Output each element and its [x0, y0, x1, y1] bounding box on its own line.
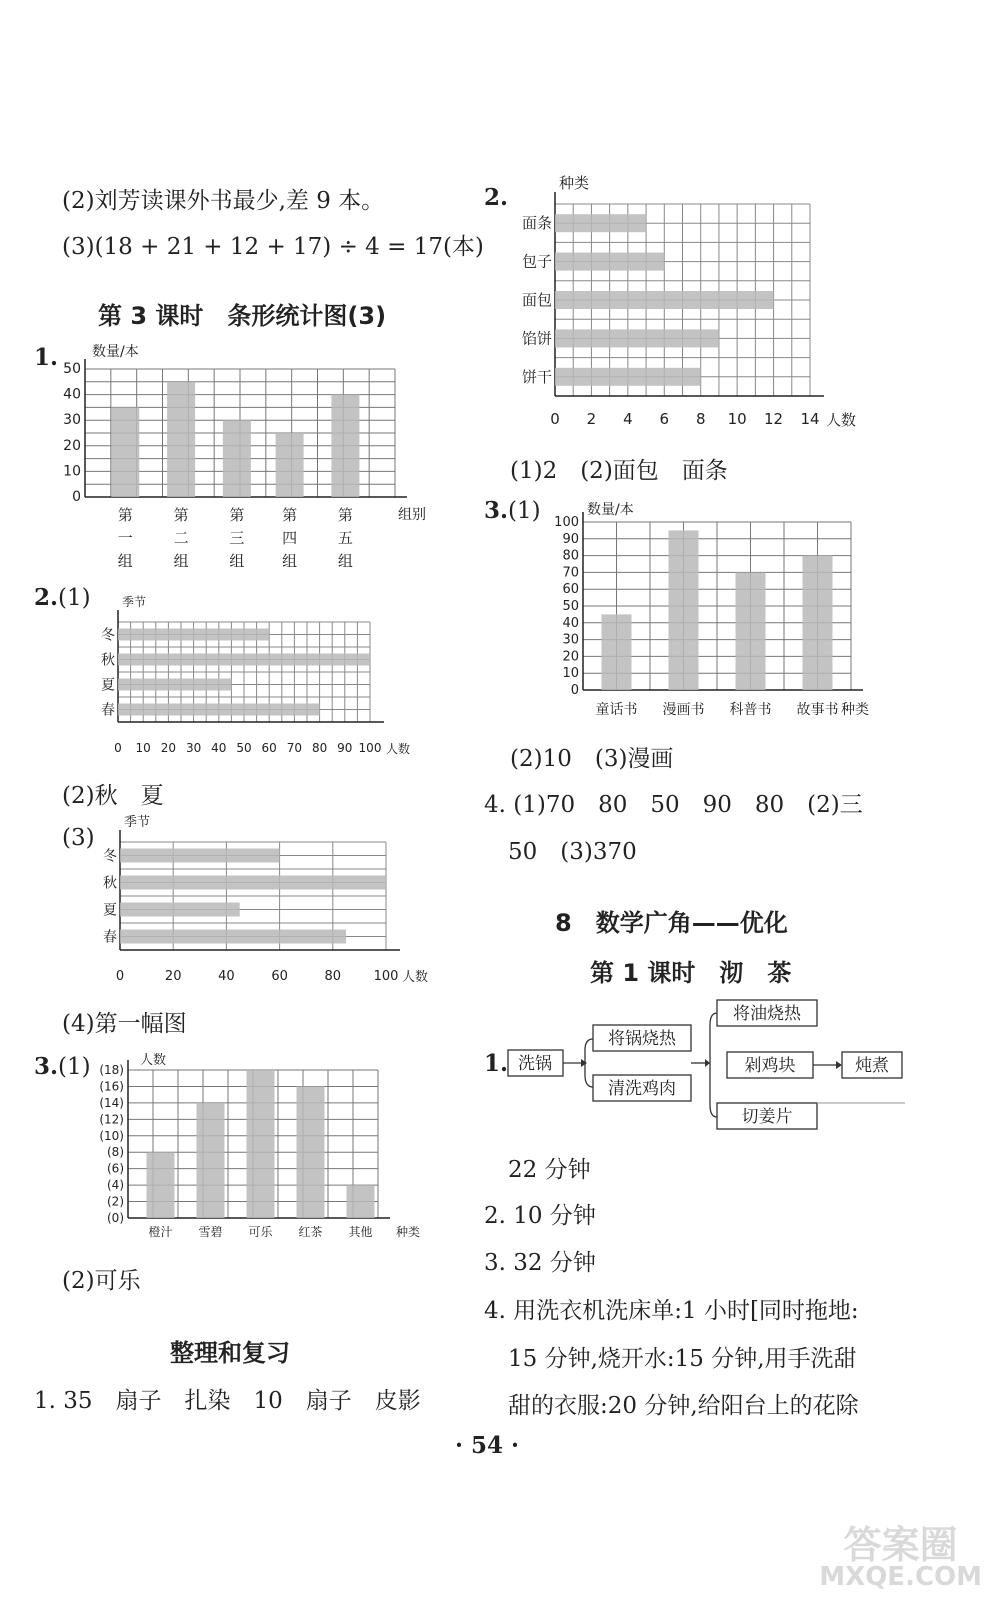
x-tick-char: 五: [337, 529, 353, 547]
y-tick-label: 50: [562, 599, 579, 614]
r-q2-answer: (1)2 (2)面包 面条: [510, 458, 728, 484]
category-label: 春: [101, 702, 115, 719]
x-tick-label: 60: [261, 741, 277, 755]
q2-number: 2.(1): [34, 584, 91, 611]
x-tick-label: 90: [337, 741, 353, 755]
x-tick-char: 二: [173, 529, 189, 547]
category-label: 夏: [103, 902, 117, 919]
bar-春: [120, 930, 346, 944]
x-tick-label: 6: [659, 410, 670, 428]
r-q4-line1: 4. (1)70 80 50 90 80 (2)三: [484, 792, 863, 818]
category-label: 冬: [103, 848, 117, 865]
flow-diagram: [505, 995, 925, 1135]
x-tick-label: 0: [114, 741, 122, 755]
x-axis-label: 人数: [826, 411, 857, 429]
x-tick-label: 其他: [348, 1225, 373, 1239]
q1-number: 1.: [34, 344, 59, 371]
y-tick-label: (6): [107, 1161, 124, 1176]
section-title: 第 3 课时 条形统计图(3): [98, 302, 387, 330]
bar-冬: [118, 629, 269, 641]
bar-馅饼: [555, 329, 719, 347]
x-tick-char: 第: [117, 506, 133, 524]
r-q3-number: 3.(1): [484, 497, 541, 524]
r-answer-2: 2. 10 分钟: [484, 1203, 596, 1229]
r-answer-4-line2: 15 分钟,烧开水:15 分钟,用手洗甜: [508, 1346, 857, 1372]
chart-food: [500, 174, 880, 433]
x-tick-label: 50: [236, 741, 252, 755]
y-axis-label: 种类: [559, 174, 590, 192]
bar-夏: [118, 679, 231, 691]
unit-title: 8 数学广角——优化: [555, 909, 788, 937]
x-tick-char: 组: [229, 552, 245, 570]
x-tick-char: 第: [337, 506, 353, 524]
q3-answer-2: (2)可乐: [62, 1268, 141, 1294]
category-label: 夏: [101, 677, 115, 694]
x-tick-label: 60: [271, 969, 288, 984]
x-tick-label: 80: [324, 969, 342, 984]
x-axis-label: 组别: [398, 507, 426, 523]
watermark-logo: 答案圈 MXQE.COM: [819, 1523, 982, 1592]
y-axis-label: 数量/本: [92, 344, 139, 360]
chart-drinks: [90, 1048, 450, 1248]
x-tick-label: 12: [764, 410, 784, 428]
flow-mid-1: 将锅烧热: [608, 1029, 676, 1049]
bar-面包: [555, 291, 774, 309]
x-tick-label: 40: [218, 969, 235, 984]
y-tick-label: 30: [63, 412, 81, 429]
x-tick-label: 14: [800, 410, 820, 428]
y-tick-label: 40: [63, 386, 81, 403]
x-tick-label: 红茶: [298, 1225, 323, 1239]
y-tick-label: (10): [99, 1128, 124, 1143]
category-label: 饼干: [521, 367, 552, 386]
bar-饼干: [555, 368, 701, 386]
x-tick-char: 组: [173, 552, 189, 570]
x-axis-label: 种类: [395, 1225, 421, 1239]
y-tick-label: 60: [562, 582, 579, 598]
x-tick-label: 10: [727, 410, 747, 428]
x-tick-char: 一: [117, 529, 133, 547]
x-axis-label: 人数: [386, 742, 411, 756]
chart-group-books: [40, 340, 440, 580]
category-label: 秋: [103, 875, 117, 892]
bar-橙汁: [147, 1152, 175, 1218]
x-tick-label: 科普书: [729, 702, 772, 718]
q3-number: 3.(1): [34, 1053, 91, 1080]
x-tick-label: 2: [586, 410, 597, 428]
answer-line-3: (3)(18 + 21 + 12 + 17) ÷ 4 = 17(本): [62, 234, 484, 260]
category-label: 馅饼: [521, 329, 552, 348]
x-tick-char: 第: [282, 506, 298, 524]
bar-漫画书: [669, 530, 699, 690]
y-tick-label: (8): [107, 1145, 124, 1160]
y-tick-label: (12): [99, 1112, 124, 1127]
x-tick-label: 橙汁: [148, 1225, 173, 1239]
bar-第四组: [276, 433, 304, 497]
y-tick-label: (14): [99, 1095, 124, 1110]
q2-answer-4: (4)第一幅图: [62, 1011, 187, 1037]
bar-第一组: [111, 407, 139, 497]
category-label: 春: [103, 929, 117, 946]
x-tick-char: 第: [173, 506, 189, 524]
q2-part-3: (3): [62, 825, 95, 851]
y-axis-label: 人数: [140, 1053, 167, 1068]
bar-第三组: [223, 420, 251, 497]
x-axis-label: 人数: [402, 970, 429, 985]
review-line: 1. 35 扇子 扎染 10 扇子 皮影: [34, 1388, 421, 1414]
category-label: 面包: [521, 291, 552, 309]
x-tick-label: 雪碧: [198, 1225, 223, 1239]
x-axis-label: 种类: [841, 702, 869, 718]
y-tick-label: (18): [99, 1063, 124, 1077]
y-tick-label: 10: [63, 463, 81, 480]
r-q3-answer: (2)10 (3)漫画: [510, 746, 674, 772]
x-tick-label: 可乐: [248, 1225, 273, 1239]
y-tick-label: 100: [554, 515, 579, 530]
flow-start: 洗锅: [518, 1054, 552, 1074]
flow-number: 1.: [484, 1050, 509, 1077]
x-tick-label: 70: [286, 741, 303, 755]
page-number: · 54 ·: [455, 1432, 520, 1459]
bar-雪碧: [197, 1103, 225, 1218]
x-tick-label: 4: [623, 410, 633, 428]
bar-冬: [120, 849, 280, 863]
bar-面条: [555, 214, 646, 232]
y-tick-label: 30: [562, 632, 579, 648]
y-tick-label: 90: [562, 531, 579, 547]
r-answer-4-line1: 4. 用洗衣机洗床单:1 小时[同时拖地:: [484, 1298, 859, 1324]
x-tick-label: 80: [311, 741, 328, 755]
flow-right-2: 剁鸡块: [744, 1056, 796, 1076]
bar-夏: [120, 903, 240, 917]
y-axis-label: 数量/本: [587, 502, 634, 518]
y-tick-label: (16): [99, 1079, 124, 1094]
bar-童话书: [602, 614, 632, 690]
y-tick-label: 50: [63, 361, 81, 377]
bar-其他: [347, 1185, 375, 1218]
x-tick-label: 0: [550, 410, 560, 428]
y-axis-label: 季节: [124, 815, 151, 830]
bar-故事书: [803, 556, 833, 690]
chart-season-2: [90, 815, 450, 990]
bar-秋: [118, 654, 370, 666]
category-label: 面条: [521, 214, 552, 233]
y-tick-label: 20: [562, 649, 579, 665]
bar-第五组: [331, 395, 359, 497]
r-answer-1: 22 分钟: [508, 1157, 591, 1183]
flow-end: 炖煮: [855, 1056, 889, 1076]
y-tick-label: (0): [107, 1211, 124, 1225]
x-tick-label: 30: [185, 741, 202, 755]
bar-科普书: [736, 572, 766, 690]
x-tick-char: 组: [117, 552, 133, 570]
y-tick-label: 20: [63, 437, 81, 454]
answer-line-2: (2)刘芳读课外书最少,差 9 本。: [62, 188, 385, 214]
r-answer-4-line3: 甜的衣服:20 分钟,给阳台上的花除: [508, 1393, 859, 1419]
bar-春: [118, 704, 320, 716]
r-q4-line2: 50 (3)370: [508, 839, 637, 865]
x-tick-label: 100: [373, 969, 399, 984]
x-tick-label: 8: [695, 410, 706, 428]
flow-right-3: 切姜片: [741, 1107, 793, 1127]
chart-season-1: [90, 595, 440, 768]
x-tick-char: 组: [337, 552, 353, 570]
chart-book-types: [545, 496, 885, 721]
bar-可乐: [247, 1070, 275, 1218]
x-tick-label: 童话书: [595, 702, 638, 718]
x-tick-char: 第: [229, 506, 245, 524]
y-tick-label: 10: [562, 666, 579, 682]
x-tick-label: 100: [358, 741, 382, 755]
bar-第二组: [167, 382, 195, 497]
q2-answer-2: (2)秋 夏: [62, 783, 164, 809]
y-axis-label: 季节: [122, 595, 147, 609]
x-tick-label: 20: [164, 969, 182, 984]
r-answer-3: 3. 32 分钟: [484, 1250, 596, 1276]
x-tick-label: 40: [211, 741, 227, 755]
r-q2-number: 2.: [484, 184, 509, 211]
y-tick-label: 40: [562, 615, 579, 631]
x-tick-char: 组: [282, 552, 298, 570]
flow-mid-2: 清洗鸡肉: [608, 1079, 676, 1099]
x-tick-label: 10: [135, 741, 151, 755]
y-tick-label: 80: [562, 548, 579, 564]
flow-right-1: 将油烧热: [733, 1004, 801, 1024]
x-tick-label: 0: [115, 969, 125, 984]
review-title: 整理和复习: [170, 1339, 290, 1367]
x-tick-char: 四: [282, 529, 298, 547]
bar-包子: [555, 253, 664, 271]
x-tick-label: 20: [160, 741, 177, 755]
y-tick-label: (2): [107, 1194, 124, 1209]
x-tick-label: 故事书: [796, 702, 839, 718]
category-label: 秋: [101, 652, 115, 669]
category-label: 冬: [101, 627, 115, 644]
lesson-title: 第 1 课时 沏 茶: [590, 959, 792, 987]
category-label: 包子: [521, 252, 552, 271]
y-tick-label: 70: [562, 565, 579, 581]
x-tick-char: 三: [229, 529, 245, 547]
bar-红茶: [297, 1086, 325, 1218]
y-tick-label: 0: [72, 489, 81, 505]
x-tick-label: 漫画书: [662, 702, 705, 718]
y-tick-label: (4): [107, 1178, 124, 1193]
y-tick-label: 0: [570, 683, 579, 698]
bar-秋: [120, 876, 386, 890]
